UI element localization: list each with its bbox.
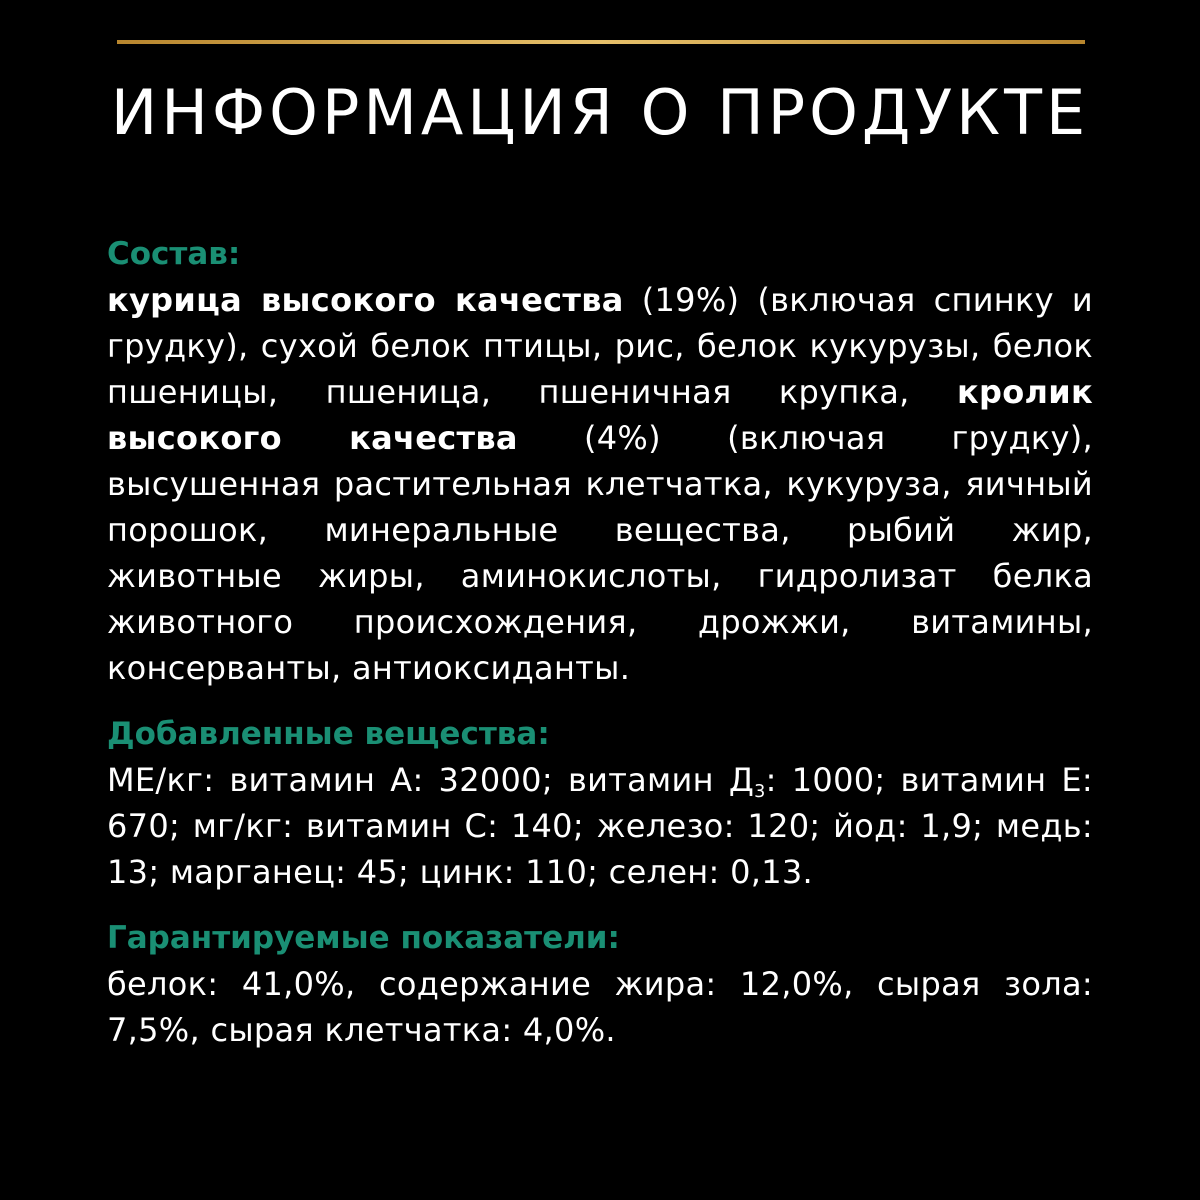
- composition-text-part-2: (4%) (включая грудку), высушенная растительная клетчатка, кукуруза, яичный порошок, минеральные вещества, рыбий жир, животные жиры, аминокислоты, гидролизат белка животного происхождения, дрожжи, витамины, консерванты, антиоксиданты.: [107, 419, 1093, 687]
- content-block: [107, 231, 1093, 1053]
- additives-text-post: : 1000; витамин Е: 670; мг/кг: витамин С: 140; железо: 120; йод: 1,9; медь: 13; марганец: 45; цинк: 110; селен: 0,13.: [107, 761, 1094, 891]
- guaranteed-heading: Гарантируемые показатели:: [107, 920, 620, 956]
- composition-bold-rabbit: кролик высокого качества: [107, 373, 1093, 457]
- gold-divider: [117, 40, 1085, 44]
- additives-text-pre: МЕ/кг: витамин А: 32000; витамин Д: [107, 761, 755, 799]
- guaranteed-section: [107, 915, 1093, 1053]
- page-title: ИНФОРМАЦИЯ О ПРОДУКТЕ: [110, 76, 1090, 149]
- composition-text-part-1: (19%) (включая спинку и грудку), сухой белок птицы, рис, белок кукурузы, белок пшеницы, пшеница, пшеничная крупка,: [107, 281, 1094, 411]
- additives-section: [107, 711, 1093, 895]
- additives-text: [107, 757, 1093, 895]
- guaranteed-text: белок: 41,0%, содержание жира: 12,0%, сырая зола: 7,5%, сырая клетчатка: 4,0%.: [107, 965, 1093, 1049]
- composition-bold-chicken: курица высокого качества: [107, 281, 624, 319]
- composition-heading: Состав:: [107, 236, 241, 272]
- additives-subscript: 3: [754, 782, 766, 803]
- additives-heading: Добавленные вещества:: [107, 716, 550, 752]
- composition-text: [107, 277, 1093, 691]
- composition-section: [107, 231, 1093, 691]
